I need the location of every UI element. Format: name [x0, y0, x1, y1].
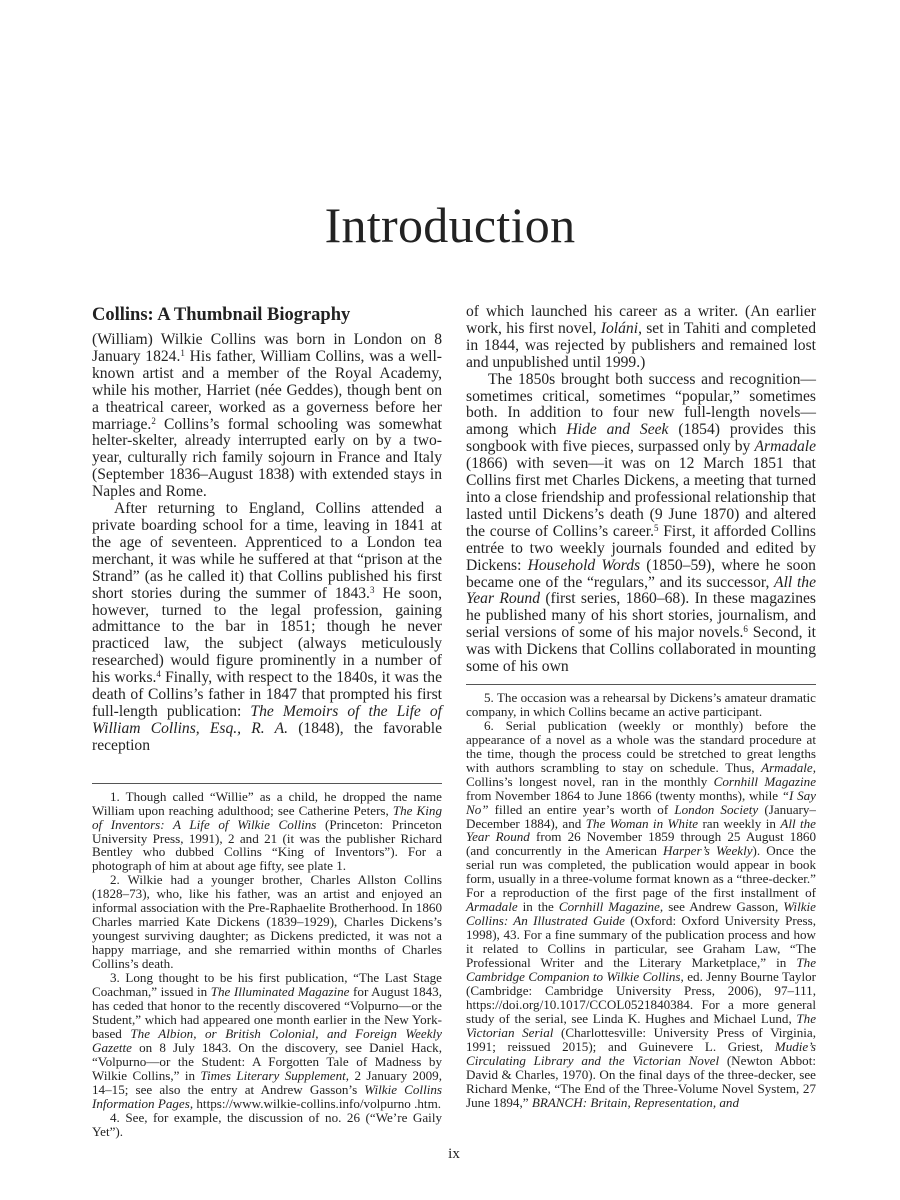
- text-run: (Newton Abbot: David & Charles, 1970). On the final days of the three-decker, see Richard Menke, “The End of the Three-Volume Novel System, 27 June 1894,”: [466, 1052, 816, 1110]
- footnote-ref: 1: [180, 347, 185, 358]
- footnote-rule: [466, 684, 816, 685]
- text-run: After returning to England, Collins attended a private boarding school for a time, leaving in 1841 at the age of seventeen. Apprenticed to a London tea merchant, it was while he suffered at that “prison at the Strand” (as he called it) that Collins published his first short stories during the summer of 1843.: [92, 500, 442, 602]
- text-run: in the: [517, 899, 559, 915]
- footnote: [466, 719, 816, 1110]
- text-run: He soon, however, turned to the legal profession, gaining admittance to the bar in 1851; though he never practiced law, the subject (always meticulously researched) would figure prominently in a number of his works.: [92, 584, 443, 687]
- footnote: [92, 873, 442, 971]
- text-run: (1850–59), where he soon became one of the “regulars,” and its successor,: [466, 556, 816, 591]
- italic-title: Armadale: [754, 438, 816, 456]
- footnote: [466, 691, 816, 719]
- footnote-ref: 5: [654, 522, 659, 533]
- italic-title: Mudie’s Circulating Library and the Victorian Novel: [466, 1038, 816, 1068]
- italic-title: Times Literary Supplement,: [200, 1067, 350, 1083]
- page-columns: [92, 304, 816, 1183]
- italic-title: The Illuminated Magazine: [210, 984, 350, 999]
- italic-title: Harper’s Weekly: [663, 843, 753, 859]
- text-run: from November 1864 to June 1866 (twenty months), while: [466, 787, 782, 803]
- italic-title: The Victorian Serial: [466, 1010, 816, 1040]
- italic-title: All the Year Round: [466, 815, 816, 845]
- text-run: (1854) provides this songbook with five pieces, surpassed only by: [466, 421, 816, 456]
- italic-title: “I Say No”: [466, 787, 816, 817]
- text-run: (1866) with seven—it was on 12 March 1851 that Collins first met Charles Dickens, a meeting that turned into a close friendship and professional relationship that lasted until Dickens’s death (9 June 1870) and altered the course of Collins’s career.: [466, 455, 816, 540]
- paragraph: [92, 501, 442, 755]
- footnote: [92, 1111, 442, 1139]
- paragraph: [466, 372, 816, 676]
- right-body-text: [466, 304, 816, 676]
- text-run: 2 January 2009, 14–15; see also the entry at Andrew Gasson’s: [92, 1067, 442, 1097]
- italic-title: Armadale: [466, 899, 518, 915]
- text-run: ran weekly in: [698, 815, 781, 831]
- italic-title: BRANCH: Britain, Representation, and: [531, 1094, 740, 1110]
- text-run: ed. Jenny Bourne Taylor (Cambridge: Cambridge University Press, 2006), 97–111, https://doi.org/10.1017/CCOL0521840384. For a more general study of the serial, see Linda K. Hughes and Michael Lund,: [466, 969, 816, 1026]
- text-run: 4. See, for example, the discussion of no. 26 (“We’re Gaily Yet”).: [92, 1109, 442, 1139]
- italic-title: London Society: [674, 801, 759, 817]
- text-run: 6. Serial publication (weekly or monthly) before the appearance of a novel as a whole was the standard procedure at the time, though the process could be stretched to great lengths with authors scrambling to stay on schedule. Thus,: [466, 717, 816, 775]
- text-run: (Princeton: Princeton University Press, 1991), 2 and 21 (it was the publisher Richard Bentley who dubbed Collins “King of Inventors”). For a photograph of him at about age fifty, see plate 1.: [92, 816, 442, 874]
- text-run: First, it afforded Collins entrée to two weekly journals founded and edited by Dickens:: [466, 522, 816, 574]
- text-run: Collins’s formal schooling was somewhat helter-skelter, already interrupted early on by a two-year, culturally rich family sojourn in France and Italy (September 1836–August 1838) with extended stays in Naples and Rome.: [92, 415, 442, 501]
- left-column: [92, 304, 442, 1138]
- text-run: on 8 July 1843. On the discovery, see Daniel Hack, “Volpurno—or the Student: A Forgotten Tale of Madness by Wilkie Collins,” in: [92, 1039, 442, 1083]
- italic-title: The Cambridge Companion to Wilkie Collins,: [466, 955, 816, 984]
- text-run: Second, it was with Dickens that Collins collaborated in mounting some of his own: [466, 624, 816, 676]
- page-number: ix: [448, 1146, 460, 1162]
- italic-title: Wilkie Collins: An Illustrated Guide: [466, 899, 816, 929]
- text-run: of which launched his career as a writer. (An earlier work, his first novel,: [466, 303, 816, 337]
- text-run: 5. The occasion was a rehearsal by Dickens’s amateur dramatic company, in which Collins became an active participant.: [466, 689, 816, 719]
- footnote-ref: 2: [151, 415, 156, 426]
- paragraph: [92, 332, 442, 501]
- right-footnotes: [466, 691, 816, 1110]
- footnote-ref: 4: [156, 669, 161, 680]
- footnote: [92, 790, 442, 874]
- text-run: Collins’s longest novel, ran in the monthly: [466, 773, 714, 789]
- text-run: from 26 November 1859 through 25 August 1860 (and concurrently in the American: [466, 829, 816, 859]
- page-title: Introduction: [324, 197, 576, 253]
- text-run: , set in Tahiti and completed in 1844, was rejected by publishers and remained lost and unpublished until 1999.): [466, 319, 816, 371]
- text-run: (1848), the favorable reception: [92, 719, 442, 754]
- text-run: (Charlottesville: University Press of Virginia, 1991; reissued 2015); and Guinevere L. Griest,: [466, 1024, 816, 1054]
- text-run: see Andrew Gasson,: [663, 899, 784, 915]
- text-run: 1. Though called “Willie” as a child, he dropped the name William upon reaching adulthood; see Catherine Peters,: [92, 788, 442, 818]
- footnote-ref: 3: [369, 584, 375, 595]
- left-body-text: [92, 332, 442, 755]
- text-run: 3. Long thought to be his first publication, “The Last Stage Coachman,” issued in: [92, 970, 442, 999]
- right-column: [466, 304, 816, 1110]
- italic-title: The Albion, or British Colonial, and Foreign Weekly Gazette: [92, 1025, 442, 1055]
- text-run: Finally, with respect to the 1840s, it was the death of Collins’s father in 1847 that prompted his first full-length publication:: [92, 669, 442, 720]
- italic-title: Wilkie Collins Information Pages,: [92, 1081, 442, 1111]
- italic-title: Ioláni: [600, 319, 639, 337]
- italic-title: The Memoirs of the Life of William Collins, Esq., R. A.: [92, 702, 442, 737]
- italic-title: The Woman in White: [585, 815, 699, 831]
- text-run: His father, William Collins, was a well-known artist and a member of the Royal Academy, while his mother, Harriet (née Geddes), though bent on a theatrical career, worked as a governess before her marriage.: [92, 347, 443, 433]
- text-run: (first series, 1860–68). In these magazines he published many of his short stories, journalism, and serial versions of some of his major novels.: [466, 590, 816, 642]
- text-run: https://www.wilkie-collins.info/volpurno .htm.: [193, 1095, 442, 1111]
- left-footnotes: [92, 790, 442, 1139]
- paragraph: [466, 304, 816, 372]
- text-run: (January–December 1884), and: [466, 801, 816, 831]
- text-run: filled an entire year’s worth of: [488, 801, 675, 817]
- italic-title: The King of Inventors: A Life of Wilkie Collins: [92, 802, 442, 832]
- italic-title: All the Year Round: [466, 573, 816, 608]
- text-run: (Oxford: Oxford University Press, 1998), 43. For a fine summary of the publication process and how it related to Collins in particular, see Graham Law, “The Professional Writer and the Literary Marketplace,” in: [466, 913, 816, 971]
- footnote-rule: [92, 783, 442, 784]
- footnote: [92, 971, 442, 1111]
- italic-title: Cornhill Magazine: [713, 773, 817, 789]
- text-run: 2. Wilkie had a younger brother, Charles Allston Collins (1828–73), who, like his father, was an artist and enjoyed an informal association with the Pre-Raphaelite Brotherhood. In 1860 Charles married Kate Dickens (1839–1929), Charles Dickens’s youngest surviving daughter; as Dickens predicted, it was not a happy marriage, and she remarried within months of Charles Collins’s death.: [92, 872, 442, 972]
- text-run: ). Once the serial run was completed, the publication would appear in book form, usually in a three-volume format known as a “three-decker.” For a reproduction of the first page of the first installment of: [466, 843, 816, 901]
- column-wrapper: [92, 304, 816, 1141]
- italic-title: Cornhill Magazine,: [558, 899, 664, 915]
- footnote-ref: 6: [743, 624, 748, 635]
- text-run: The 1850s brought both success and recognition—sometimes critical, sometimes “popular,” sometimes both. In addition to four new full-length novels—among which: [466, 370, 816, 439]
- italic-title: Household Words: [527, 556, 641, 574]
- italic-title: Hide and Seek: [566, 421, 669, 439]
- italic-title: Armadale,: [761, 759, 816, 775]
- text-run: for August 1843, has ceded that honor to the recently discovered “Volpurno—or the Student,” which had appeared one month earlier in the New York-based: [92, 984, 442, 1041]
- text-run: (William) Wilkie Collins was born in London on 8 January 1824.: [92, 331, 442, 365]
- section-heading: Collins: A Thumbnail Biography: [92, 305, 351, 325]
